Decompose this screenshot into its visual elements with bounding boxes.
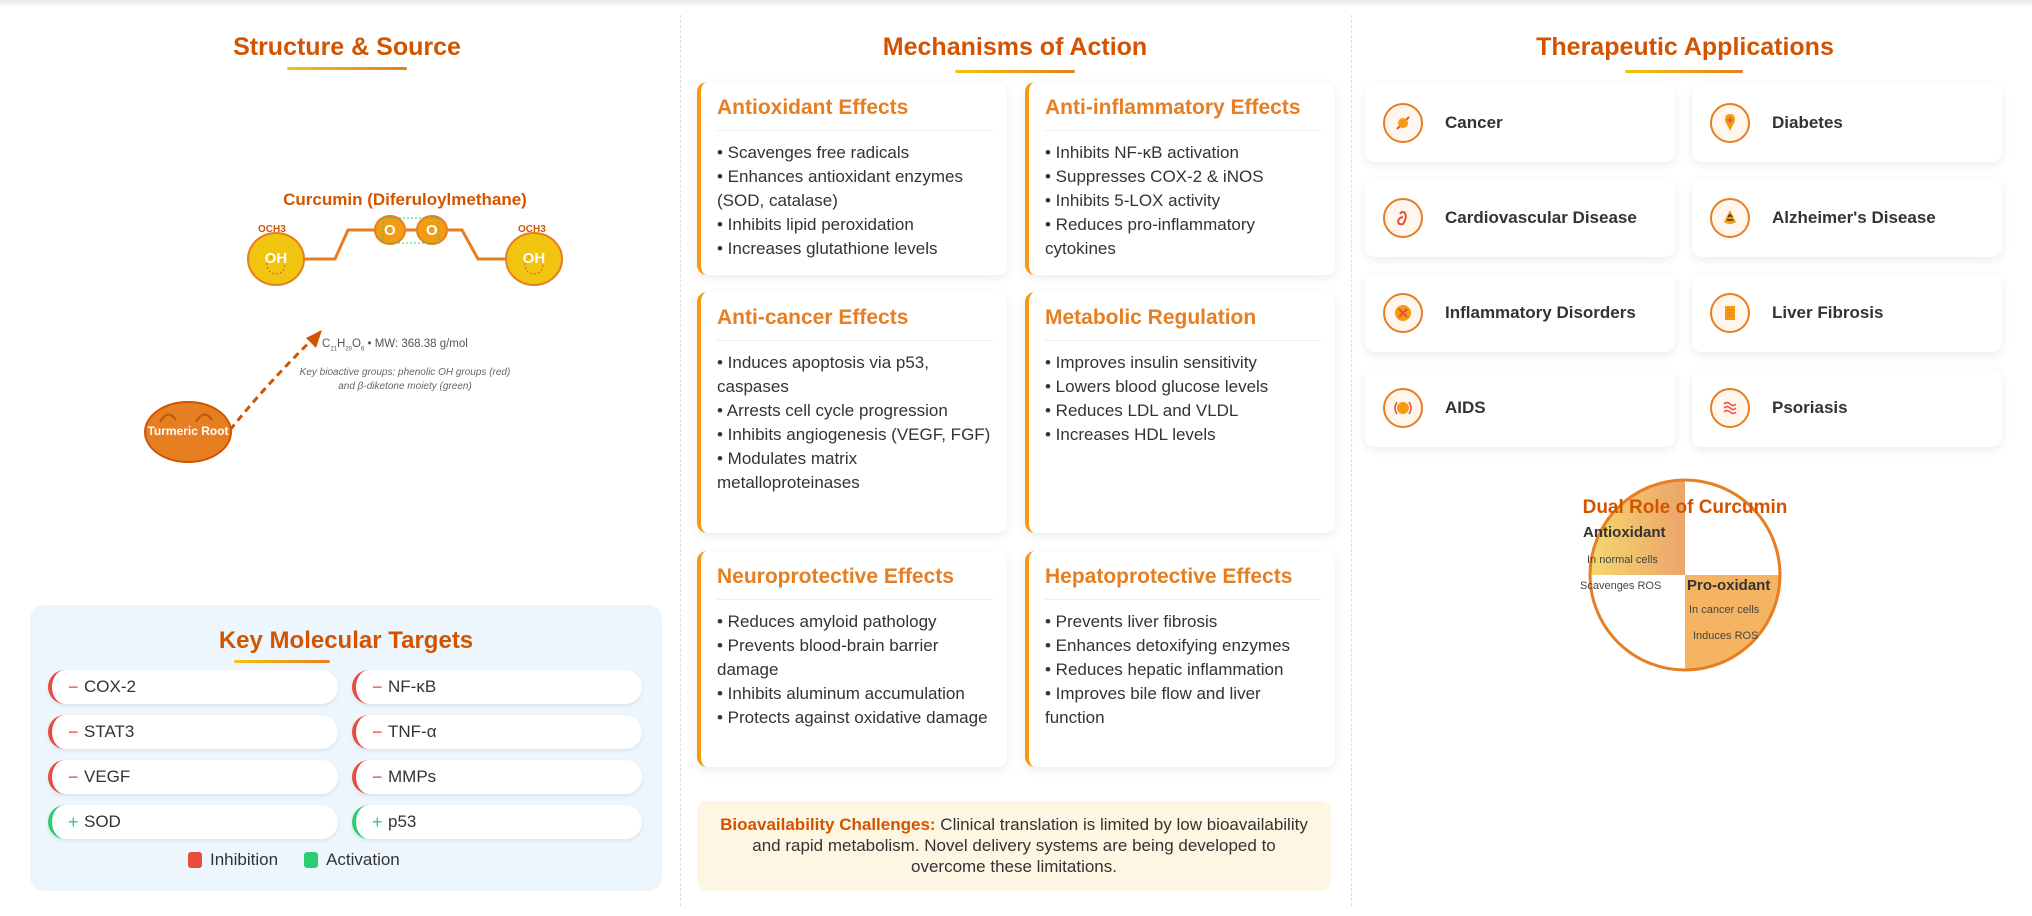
therapeutic-label: Cancer [1445, 113, 1503, 132]
mechanism-title: Metabolic Regulation [1045, 306, 1321, 341]
mechanism-card [697, 551, 1007, 767]
mechanism-item: • Inhibits angiogenesis (VEGF, FGF) [717, 425, 991, 444]
activation-swatch [304, 852, 318, 868]
therapeutic-title: Therapeutic Applications [1536, 33, 1834, 61]
mechanism-item: • Inhibits aluminum accumulation [717, 684, 965, 703]
column-divider [1351, 15, 1352, 906]
therapeutic-card [1692, 179, 2002, 257]
mechanism-item: • Induces apoptosis via p53, caspases [717, 353, 929, 396]
prooxidant-sub: In cancer cells [1689, 604, 1760, 616]
mechanism-item: • Protects against oxidative damage [717, 708, 988, 727]
mechanism-item: • Inhibits NF-κB activation [1045, 143, 1239, 162]
mechanism-item: • Lowers blood glucose levels [1045, 377, 1269, 396]
target-name: COX-2 [84, 677, 136, 696]
targets-title: Key Molecular Targets [218, 627, 474, 654]
mechanism-card [1025, 292, 1335, 533]
target-activation [352, 805, 642, 839]
bioavailability-text: Clinical translation is limited by low bioavailability and rapid metabolism. Novel delivery systems are being developed to overcome these limitations. [752, 815, 1308, 876]
och3-label-left: OCH3 [258, 224, 286, 235]
bioavailability-label: Bioavailability Challenges: [720, 815, 936, 834]
legend-inhibition: Inhibition [210, 850, 279, 869]
antioxidant-action: Scavenges ROS [1580, 580, 1662, 592]
mechanism-title: Anti-inflammatory Effects [1045, 96, 1321, 131]
top-shadow [0, 0, 2032, 8]
antioxidant-sub: In normal cells [1587, 554, 1658, 566]
dual-role-title: Dual Role of Curcumin [1582, 497, 1788, 518]
mechanism-card [697, 292, 1007, 533]
liver-icon [1710, 293, 1750, 333]
mechanism-card [1025, 551, 1335, 767]
mechanism-item: • Improves bile flow and liver function [1045, 684, 1261, 727]
inflammation-icon [1383, 293, 1423, 333]
inhibition-sign: − [372, 676, 383, 697]
title-underline [955, 70, 1075, 73]
mechanism-item: • Prevents blood-brain barrier damage [717, 636, 939, 679]
target-inhibition [352, 670, 642, 704]
mechanism-item: • Increases HDL levels [1045, 425, 1216, 444]
heart-icon [1383, 198, 1423, 238]
title-underline [234, 660, 330, 663]
target-name: STAT3 [84, 722, 135, 741]
target-name: VEGF [84, 767, 131, 786]
mechanism-item: • Inhibits 5-LOX activity [1045, 191, 1221, 210]
mechanism-item: • Enhances antioxidant enzymes (SOD, catalase) [717, 167, 963, 210]
bioactive-caption: Key bioactive groups: phenolic OH groups (red) and β-diketone moiety (green) [299, 367, 511, 392]
inhibition-sign: − [68, 721, 79, 742]
inhibition-sign: − [68, 766, 79, 787]
target-name: SOD [84, 812, 121, 831]
therapeutic-label: Psoriasis [1772, 398, 1848, 417]
mechanism-item: • Reduces pro-inflammatory cytokines [1045, 215, 1256, 258]
title-underline [287, 67, 407, 70]
title-underline [1625, 70, 1743, 73]
legend-activation: Activation [326, 850, 400, 869]
mechanism-item: • Inhibits lipid peroxidation [717, 215, 914, 234]
activation-sign: + [68, 811, 79, 832]
antioxidant-label: Antioxidant [1583, 524, 1666, 541]
therapeutic-card [1365, 274, 1675, 352]
therapeutic-label: Inflammatory Disorders [1445, 303, 1636, 322]
prooxidant-action: Induces ROS [1693, 630, 1759, 642]
oxygen-label: O [426, 222, 438, 239]
mechanism-title: Anti-cancer Effects [717, 306, 993, 341]
mechanism-item: • Scavenges free radicals [717, 143, 910, 162]
target-activation [48, 805, 338, 839]
inhibition-swatch [188, 852, 202, 868]
mechanism-title: Hepatoprotective Effects [1045, 565, 1321, 600]
activation-sign: + [372, 811, 383, 832]
mechanisms-title: Mechanisms of Action [882, 33, 1148, 61]
mechanism-item: • Prevents liver fibrosis [1045, 612, 1218, 631]
skin-icon [1710, 388, 1750, 428]
therapeutic-card [1692, 84, 2002, 162]
structure-title: Structure & Source [233, 33, 461, 61]
target-inhibition [48, 670, 338, 704]
molecule-name: Curcumin (Diferuloylmethane) [283, 190, 527, 209]
mechanism-card [697, 82, 1007, 275]
bioavailability-note [697, 801, 1331, 891]
therapeutic-label: AIDS [1445, 398, 1486, 417]
therapeutic-card [1365, 179, 1675, 257]
inhibition-sign: − [372, 721, 383, 742]
mechanism-item: • Reduces amyloid pathology [717, 612, 937, 631]
brain-icon [1710, 198, 1750, 238]
mechanism-item: • Reduces hepatic inflammation [1045, 660, 1284, 679]
therapeutic-label: Cardiovascular Disease [1445, 208, 1637, 227]
mechanism-title: Neuroprotective Effects [717, 565, 993, 600]
molecular-formula: $C_{21}H_{20}O_6$ • MW: 368.38 g/mol [322, 338, 468, 353]
inhibition-sign: − [372, 766, 383, 787]
therapeutic-card [1365, 369, 1675, 447]
target-inhibition [48, 715, 338, 749]
prooxidant-label: Pro-oxidant [1687, 577, 1771, 594]
virus-icon [1383, 388, 1423, 428]
target-name: p53 [388, 812, 417, 831]
oh-label-left: OH [264, 250, 288, 267]
mechanism-card [1025, 82, 1335, 275]
target-name: NF-κB [388, 677, 437, 696]
turmeric-root-label: Turmeric Root [147, 424, 229, 438]
target-inhibition [352, 715, 642, 749]
mechanism-item: • Suppresses COX-2 & iNOS [1045, 167, 1264, 186]
mechanism-item: • Enhances detoxifying enzymes [1045, 636, 1291, 655]
target-name: TNF-α [388, 722, 437, 741]
target-inhibition [352, 760, 642, 794]
therapeutic-card [1692, 369, 2002, 447]
legend [188, 850, 400, 870]
target-inhibition [48, 760, 338, 794]
mechanism-item: • Increases glutathione levels [717, 239, 938, 258]
oh-label-right: OH [522, 250, 546, 267]
oxygen-label: O [384, 222, 396, 239]
therapeutic-card [1365, 84, 1675, 162]
therapeutic-card [1692, 274, 2002, 352]
target-name: MMPs [388, 767, 437, 786]
cancer-icon [1383, 103, 1423, 143]
mechanism-item: • Improves insulin sensitivity [1045, 353, 1257, 372]
och3-label-right: OCH3 [518, 224, 546, 235]
therapeutic-label: Diabetes [1772, 113, 1843, 132]
column-divider [680, 15, 681, 906]
therapeutic-label: Alzheimer's Disease [1772, 208, 1936, 227]
mechanism-title: Antioxidant Effects [717, 96, 993, 131]
mechanism-item: • Arrests cell cycle progression [717, 401, 948, 420]
mechanism-item: • Reduces LDL and VLDL [1045, 401, 1239, 420]
diabetes-icon [1710, 103, 1750, 143]
inhibition-sign: − [68, 676, 79, 697]
mechanism-item: • Modulates matrix metalloproteinases [717, 449, 860, 492]
therapeutic-label: Liver Fibrosis [1772, 303, 1884, 322]
